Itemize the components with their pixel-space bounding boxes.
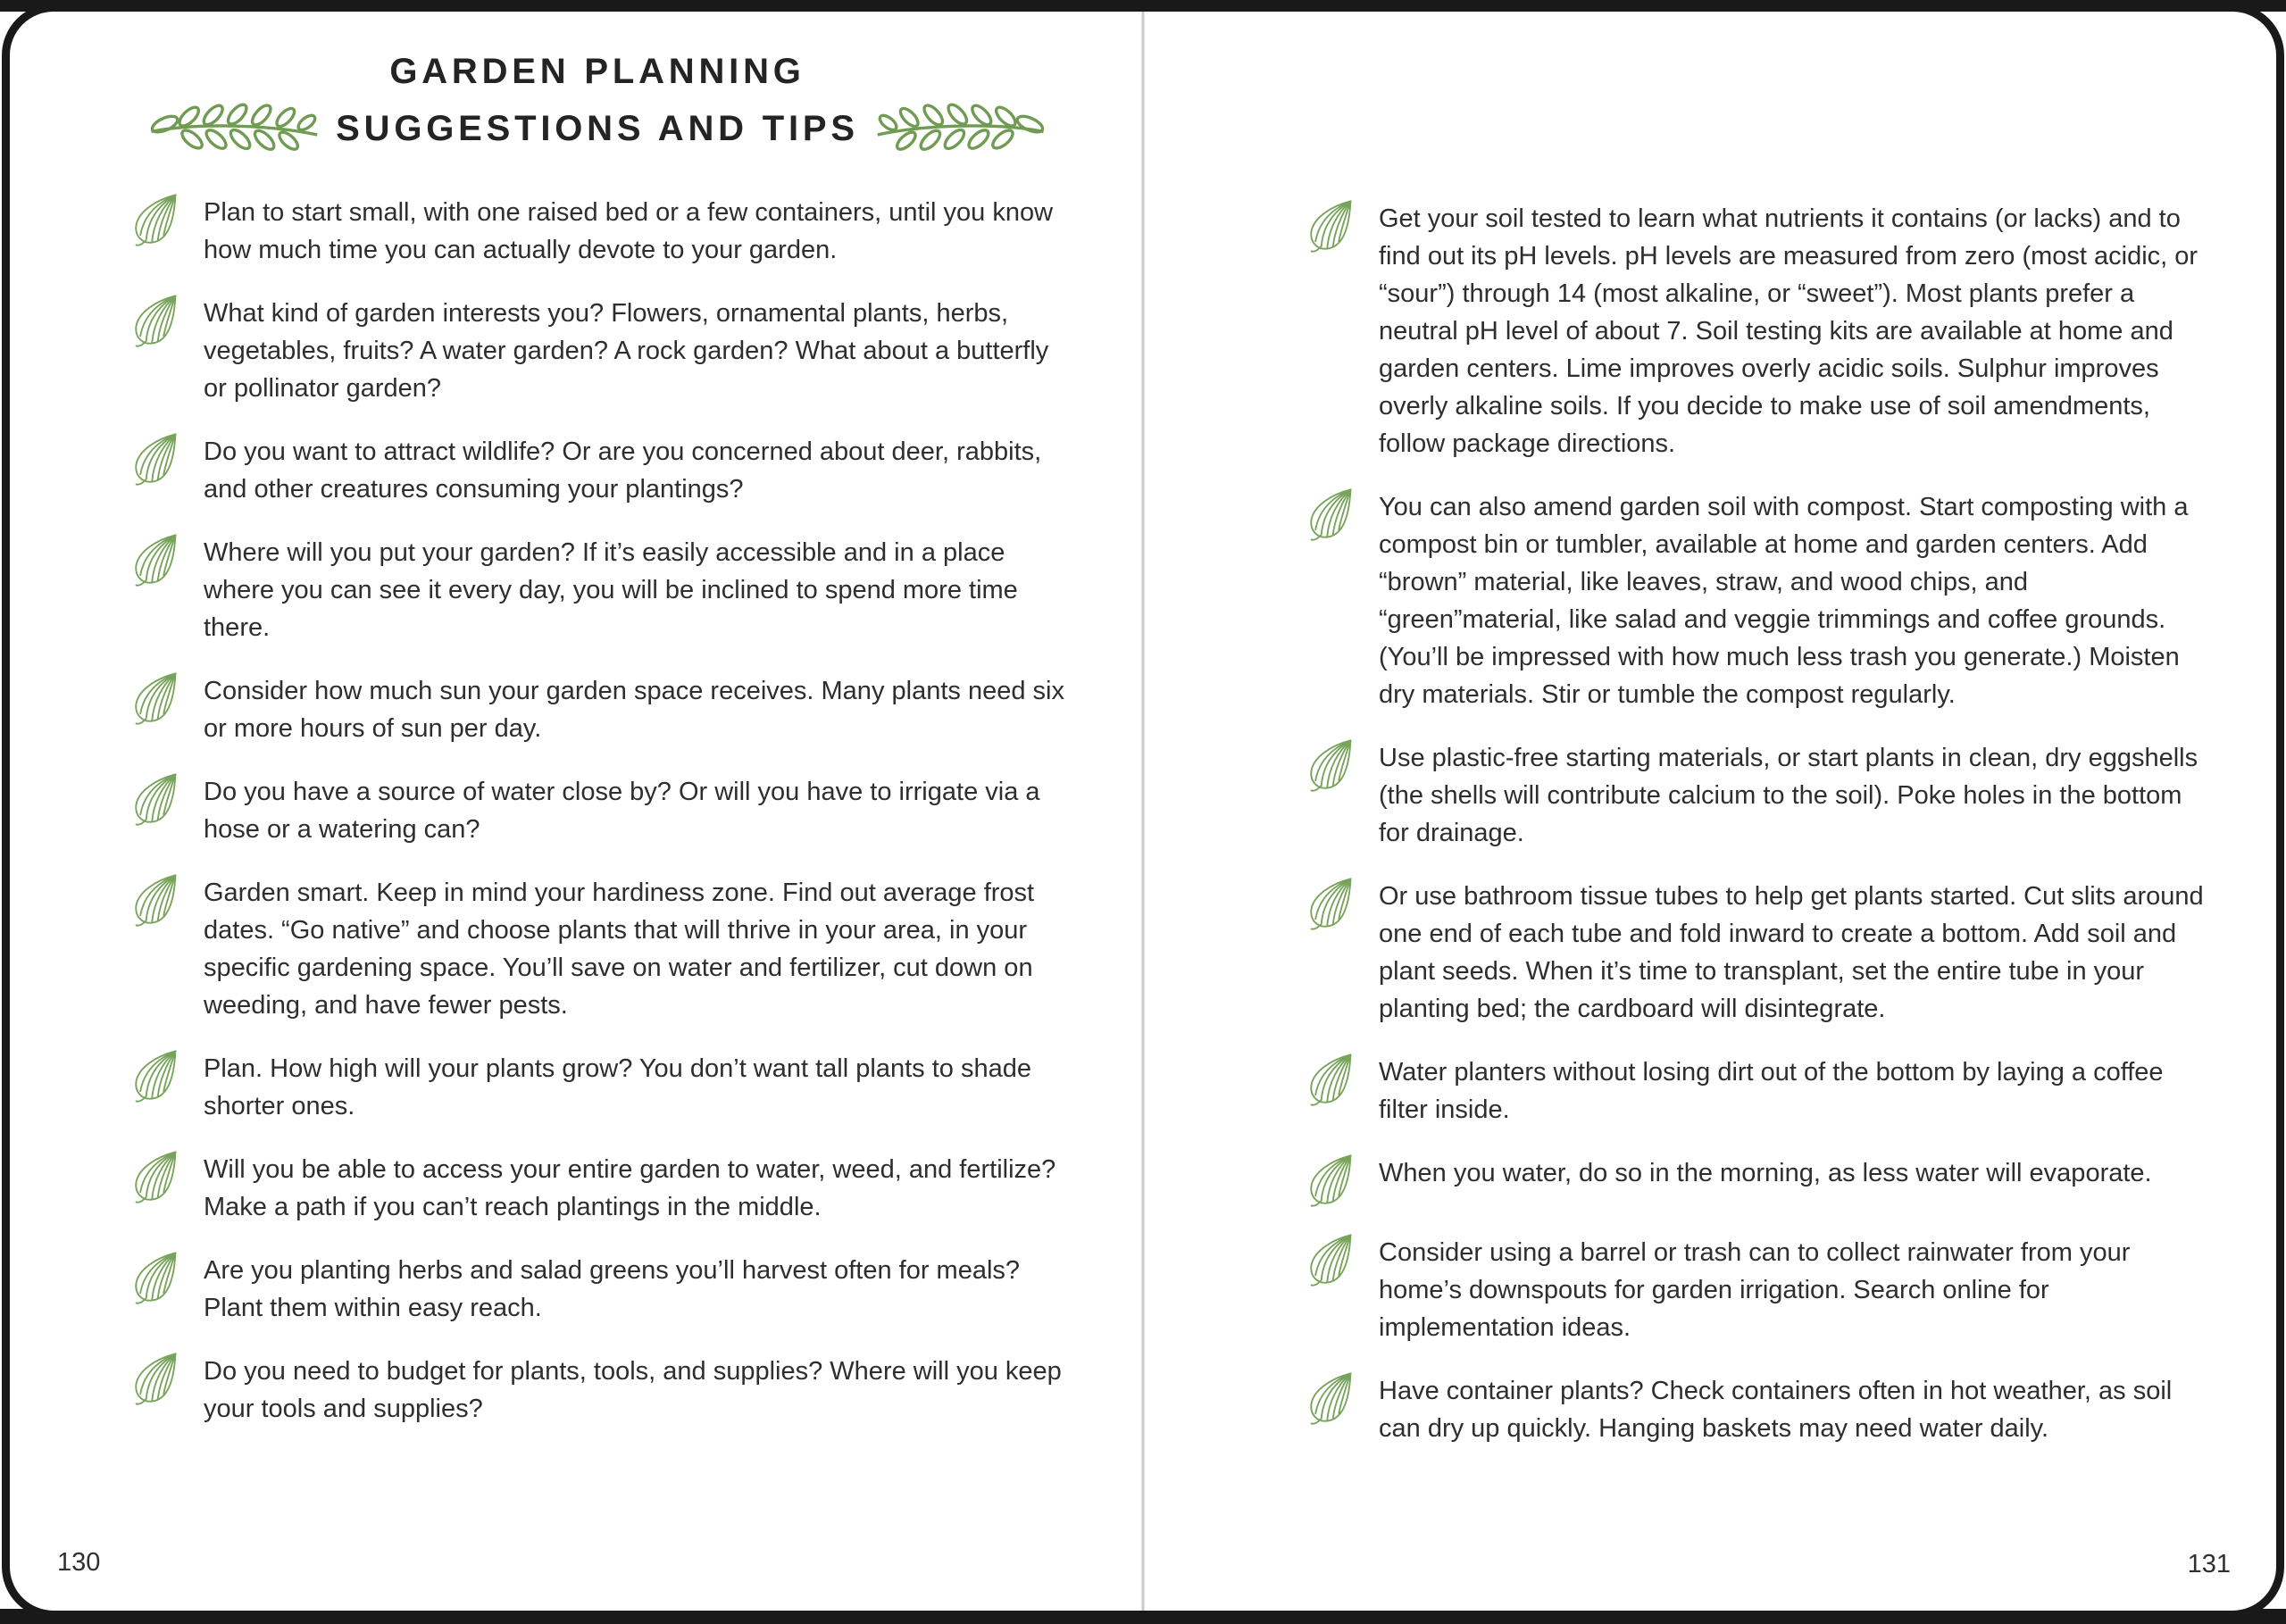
page-number-right: 131 [2187, 1550, 2231, 1578]
chapter-title-line2-row [23, 96, 1172, 163]
list-item-text: Plan. How high will your plants grow? You don’t want tall plants to shade shorter ones. [204, 1054, 1031, 1120]
list-item-text: Do you want to attract wildlife? Or are you concerned about deer, rabbits, and other creatures consuming your plantings? [204, 437, 1042, 504]
onion-sprout-icon [1306, 1152, 1356, 1208]
onion-sprout-icon [130, 1249, 180, 1305]
list-item [1306, 1154, 2213, 1208]
onion-sprout-icon [1306, 875, 1356, 931]
chapter-title-line2: SUGGESTIONS AND TIPS [336, 109, 859, 149]
tips-list-right [1306, 200, 2213, 1447]
tips-list-left [130, 194, 1064, 1428]
onion-sprout-icon [1306, 197, 1356, 254]
list-item [1306, 878, 2213, 1028]
onion-sprout-icon [130, 191, 180, 247]
list-item [130, 672, 1064, 747]
list-item-text: Do you need to budget for plants, tools, and supplies? Where will you keep your tools and supplies? [204, 1356, 1062, 1423]
list-item [130, 874, 1064, 1024]
list-item-text: Consider how much sun your garden space receives. Many plants need six or more hours of sun per day. [204, 676, 1064, 743]
list-item [130, 1252, 1064, 1327]
onion-sprout-icon [130, 770, 180, 827]
list-item [1306, 739, 2213, 852]
onion-sprout-icon [1306, 486, 1356, 542]
onion-sprout-icon [130, 531, 180, 587]
list-item-text: Plan to start small, with one raised bed or a few containers, until you know how much time you can actually devote to your garden. [204, 197, 1054, 264]
list-item [1306, 488, 2213, 713]
list-item [1306, 1372, 2213, 1447]
onion-sprout-icon [130, 670, 180, 726]
leaf-branch-icon [870, 96, 1053, 163]
onion-sprout-icon [1306, 737, 1356, 793]
list-item-text: Consider using a barrel or trash can to collect rainwater from your home’s downspouts for garden irrigation. Search online for implementation ideas. [1379, 1238, 2131, 1342]
list-item-text: Garden smart. Keep in mind your hardiness zone. Find out average frost dates. “Go native” and choose plants that will thrive in your area, in your specific gardening space. You’ll save on water and fertilizer, cut down on weeding, and have fewer pests. [204, 878, 1035, 1020]
onion-sprout-icon [1306, 1051, 1356, 1107]
left-page [130, 48, 1064, 1428]
page-gutter-line [1142, 12, 1145, 1611]
chapter-title-line1: GARDEN PLANNING [389, 52, 805, 91]
list-item [130, 433, 1064, 508]
onion-sprout-icon [1306, 1231, 1356, 1287]
list-item [1306, 1054, 2213, 1128]
list-item [1306, 200, 2213, 462]
list-item [1306, 1234, 2213, 1346]
list-item-text: Do you have a source of water close by? Or will you have to irrigate via a hose or a watering can? [204, 777, 1040, 844]
list-item [130, 534, 1064, 646]
onion-sprout-icon [130, 871, 180, 928]
list-item-text: When you water, do so in the morning, as less water will evaporate. [1379, 1159, 2152, 1187]
list-item-text: Have container plants? Check containers often in hot weather, as soil can dry up quickly. Hanging baskets may need water daily. [1379, 1377, 2173, 1443]
onion-sprout-icon [130, 1148, 180, 1204]
list-item [130, 295, 1064, 407]
list-item [130, 1151, 1064, 1226]
onion-sprout-icon [1306, 1370, 1356, 1426]
right-page [1306, 170, 2213, 1447]
list-item [130, 1050, 1064, 1125]
onion-sprout-icon [130, 430, 180, 487]
list-item-text: Or use bathroom tissue tubes to help get plants started. Cut slits around one end of each tube and fold inward to create a bottom. Add soil and plant seeds. When it’s time to transplant, set the entire tube in your planting bed; the cardboard will disintegrate. [1379, 882, 2204, 1023]
list-item [130, 1353, 1064, 1428]
list-item-text: Will you be able to access your entire garden to water, weed, and fertilize? Make a path if you can’t reach plantings in the middle. [204, 1154, 1056, 1221]
onion-sprout-icon [130, 292, 180, 348]
list-item-text: Water planters without losing dirt out of the bottom by laying a coffee filter inside. [1379, 1058, 2164, 1124]
list-item-text: Are you planting herbs and salad greens you’ll harvest often for meals? Plant them within easy reach. [204, 1255, 1021, 1322]
onion-sprout-icon [130, 1047, 180, 1103]
list-item [130, 773, 1064, 848]
list-item-text: Get your soil tested to learn what nutrients it contains (or lacks) and to find out its pH levels. pH levels are measured from zero (most acidic, or “sour”) through 14 (most alkaline, or “sweet”). Most plants prefer a neutral pH level of about 7. Soil testing kits are available at home and garden centers. Lime improves overly acidic soils. Sulphur improves overly alkaline soils. If you decide to make use of soil amendments, follow package directions. [1379, 204, 2198, 458]
list-item-text: What kind of garden interests you? Flowers, ornamental plants, herbs, vegetables, fruits? A water garden? A rock garden? What about a butterfly or pollinator garden? [204, 298, 1049, 403]
list-item [130, 194, 1064, 269]
list-item-text: Where will you put your garden? If it’s easily accessible and in a place where you can see it every day, you will be inclined to spend more time there. [204, 537, 1018, 642]
page-number-left: 130 [57, 1548, 101, 1577]
onion-sprout-icon [130, 1350, 180, 1406]
list-item-text: Use plastic-free starting materials, or start plants in clean, dry eggshells (the shells will contribute calcium to the soil). Poke holes in the bottom for drainage. [1379, 744, 2198, 847]
leaf-branch-icon [142, 96, 325, 163]
list-item-text: You can also amend garden soil with compost. Start composting with a compost bin or tumbler, available at home and garden centers. Add “brown” material, like leaves, straw, and wood chips, and “green”material, like salad and veggie trimmings and coffee grounds. (You’ll be impressed with how much less trash you generate.) Moisten dry materials. Stir or tumble the compost regularly. [1379, 493, 2189, 709]
chapter-title [130, 48, 1064, 163]
